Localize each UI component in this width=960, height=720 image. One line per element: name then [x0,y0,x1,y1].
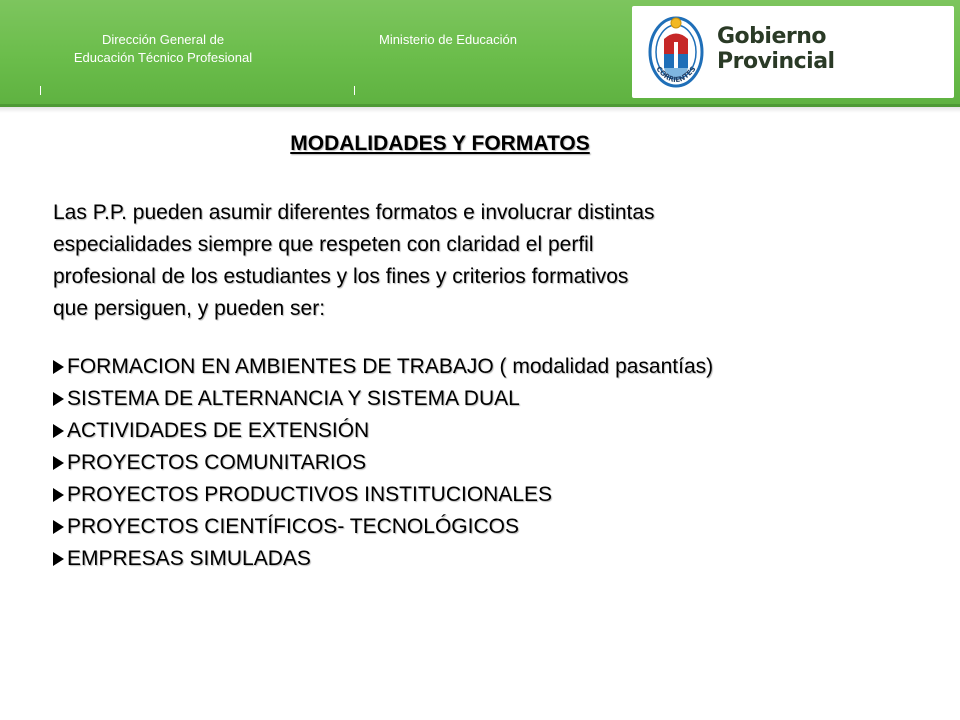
arrow-bullet-icon [53,488,64,502]
list-item [53,479,813,511]
government-logo [632,6,954,98]
modalities-list [53,351,813,575]
list-item [53,511,813,543]
brand-line-1: Gobierno [717,24,827,49]
arrow-bullet-icon [53,552,64,566]
list-item [53,447,813,479]
arrow-bullet-icon [53,392,64,406]
list-item [53,415,813,447]
list-item [53,543,813,575]
paragraph-line: profesional de los estudiantes y los fines y criterios formativos [53,265,629,288]
ministry-name: Ministerio de Educación [378,32,518,47]
brand-line-2: Provincial [717,49,835,74]
arrow-bullet-icon [53,424,64,438]
arrow-bullet-icon [53,520,64,534]
paragraph-line: especialidades siempre que respeten con claridad el perfil [53,233,594,256]
list-item [53,351,813,383]
brand-name [717,24,877,74]
divider-tick-left [40,86,41,95]
slide-title: MODALIDADES Y FORMATOS [290,132,590,155]
arrow-bullet-icon [53,456,64,470]
arrow-bullet-icon [53,360,64,374]
list-item-text: PROYECTOS COMUNITARIOS [67,451,367,474]
emblem-text: CORRIENTES [654,65,698,85]
list-item [53,383,813,415]
list-item-text: SISTEMA DE ALTERNANCIA Y SISTEMA DUAL [67,387,520,410]
header-banner [0,0,960,107]
list-item-text: PROYECTOS PRODUCTIVOS INSTITUCIONALES [67,483,553,506]
directorate-line-1: Dirección General de [101,32,225,47]
list-item-text: ACTIVIDADES DE EXTENSIÓN [67,419,370,442]
list-item-text: PROYECTOS CIENTÍFICOS- TECNOLÓGICOS [67,515,519,538]
intro-paragraph [53,197,833,325]
list-item-text: FORMACION EN AMBIENTES DE TRABAJO ( modalidad pasantías) [67,355,714,378]
corrientes-coat-of-arms-icon [636,6,720,98]
directorate-name [40,31,286,67]
directorate-line-2: Educación Técnico Profesional [73,50,253,65]
paragraph-line: Las P.P. pueden asumir diferentes formatos e involucrar distintas [53,201,655,224]
paragraph-line: que persiguen, y pueden ser: [53,297,326,320]
divider-tick-right [354,86,355,95]
list-item-text: EMPRESAS SIMULADAS [67,547,311,570]
